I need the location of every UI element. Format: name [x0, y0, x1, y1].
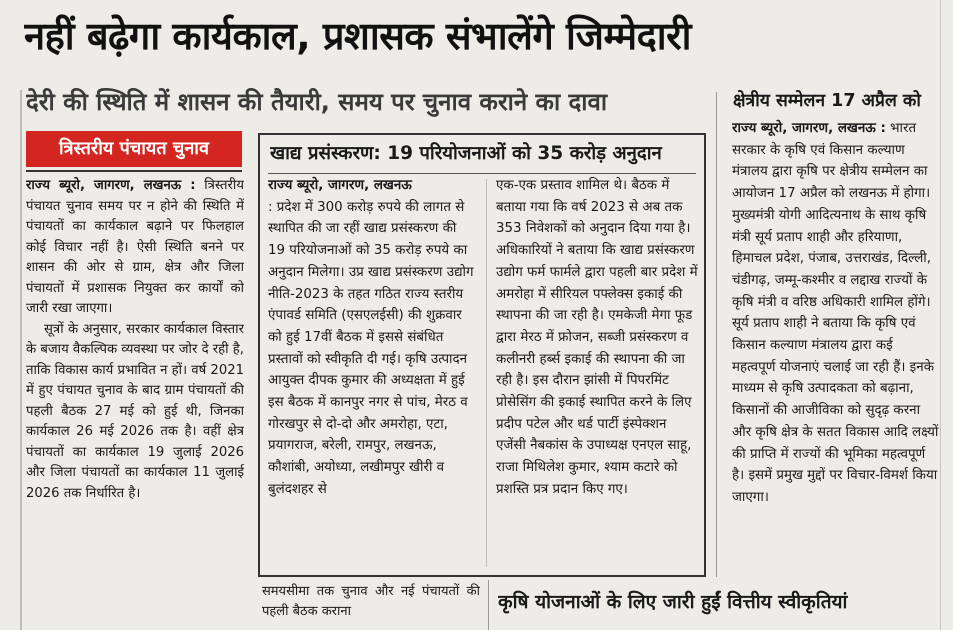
boxed-article-title: खाद्य प्रसंस्करण: 19 परियोजनाओं को 35 करोड़ अनुदान [270, 143, 662, 164]
right-article-byline: राज्य ब्यूरो, जागरण, लखनऊ : [732, 121, 886, 136]
boxed-article-column-1: राज्य ब्यूरो, जागरण, लखनऊ : प्रदेश में 300 करोड़ रुपये की लागत से स्थापित की जा रहीं खाद्य प्रसंस्करण की 19 परियोजनाओं को 35 करोड़ रुपये का अनुदान मिलेगा। उप्र खाद्य प्रसंस्करण उद्योग नीति-2023 के तहत गठित राज्य स्तरीय एंपावर्ड समिति (एसएलईसी) की शुक्रवार को हुई 17वीं बैठक में इससे संबंधित प्रस्तावों को स्वीकृति दी गई। कृषि उत्पादन आयुक्त दीपक कुमार की अध्यक्षता में हुई इस बैठक में कानपुर नगर से पांच, मेरठ व गोरखपुर से दो-दो और अमरोहा, एटा, प्रयागराज, बरेली, रामपुर, लखनऊ, कौशांबी, अयोध्या, लखीमपुर खीरी व बुलंदशहर से [268, 178, 474, 497]
left-article-byline: राज्य ब्यूरो, जागरण, लखनऊ : [26, 178, 196, 193]
boxed-article-divider [486, 179, 487, 567]
right-article-body: राज्य ब्यूरो, जागरण, लखनऊ : भारत सरकार के कृषि एवं किसान कल्याण मंत्रालय द्वारा कृषि पर क्षेत्रीय सम्मेलन का आयोजन 17 अप्रैल को लखनऊ में होगा। मुख्यमंत्री योगी आदित्यनाथ के साथ कृषि मंत्री सूर्य प्रताप शाही और हरियाणा, हिमाचल प्रदेश, पंजाब, उत्तराखंड, दिल्ली, चंडीगढ़, जम्मू-कश्मीर व लद्दाख राज्यों के कृषि मंत्री व वरिष्ठ अधिकारी शामिल होंगे। सूर्य प्रताप शाही ने बताया कि कृषि एवं किसान कल्याण मंत्रालय द्वारा कई महत्वपूर्ण योजनाएं चलाई जा रही हैं। इनके माध्यम से कृषि उत्पादकता को बढ़ाना, किसानों की आजीविका को सुदृढ़ करना और कृषि क्षेत्र के सतत विकास आदि लक्ष्यों की प्राप्ति में राज्यों की भूमिका महत्वपूर्ण है। इसमें प्रमुख मुद्दों पर विचार-विमर्श किया जाएगा। [732, 121, 939, 505]
boxed-article-byline: राज्य ब्यूरो, जागरण, लखनऊ [268, 178, 412, 193]
bottom-headline: कृषि योजनाओं के लिए जारी हुईं वित्तीय स्वीकृतियां [498, 591, 848, 613]
right-column-rule [716, 92, 717, 577]
boxed-article-rule [268, 173, 696, 174]
page-edge-line [940, 0, 941, 630]
section-label-rule [26, 170, 242, 172]
boxed-article-column-2: एक-एक प्रस्ताव शामिल थे। बैठक में बताया गया कि वर्ष 2023 से अब तक 353 निवेशकों को अनुदान दिया गया है। अधिकारियों ने बताया कि खाद्य प्रसंस्करण उद्योग फर्म फार्मले द्वारा पहली बार प्रदेश में अमरोहा में सीरियल पफ्लेक्स इकाई की स्थापना की जा रही है। एमकेजी मेगा फूड द्वारा मेरठ में फ्रोजन, सब्जी प्रसंस्करण व कलीनरी हर्ब्स इकाई की स्थापना की जा रही है। इस दौरान झांसी में पिपरमिंट प्रोसेसिंग की इकाई स्थापित करने के लिए प्रदीप पटेल और थर्ड पार्टी इंस्पेक्शन एजेंसी नैबकांस के उपाध्यक्ष एनएल साहू, राजा मिथिलेश कुमार, श्याम कटारे को प्रशस्ति प्रत्र प्रदान किए गए। [496, 178, 698, 497]
left-article-body [26, 176, 244, 626]
boxed-article [258, 133, 706, 577]
left-article-para1: राज्य ब्यूरो, जागरण, लखनऊ : त्रिस्तरीय पंचायत चुनाव समय पर न होने की स्थिति में पंचायतों का कार्यकाल बढ़ाने पर फिलहाल कोई विचार नहीं है। ऐसी स्थिति बनने पर शासन की ओर से ग्राम, क्षेत्र और जिला पंचायतों में प्रशासक नियुक्त कर कार्यों को जारी रखा जाएगा। [26, 178, 244, 316]
left-article-para2: सूत्रों के अनुसार, सरकार कार्यकाल विस्तार के बजाय वैकल्पिक व्यवस्था पर जोर दे रही है, ताकि विकास कार्य प्रभावित न हों। वर्ष 2021 में हुए पंचायत चुनाव के बाद ग्राम पंचायतों की पहली बैठक 27 मई को हुई थी, जिनका कार्यकाल 26 मई 2026 तक है। वहीं क्षेत्र पंचायतों का कार्यकाल 19 जुलाई 2026 और जिला पंचायतों का कार्यकाल 11 जुलाई 2026 तक निर्धारित है। [26, 321, 244, 501]
bottom-column-rule [488, 580, 489, 630]
left-article-continuation: समयसीमा तक चुनाव और नई पंचायतों की पहली बैठक कराना [262, 584, 480, 619]
left-column-border [0, 90, 22, 630]
main-headline: नहीं बढ़ेगा कार्यकाल, प्रशासक संभालेंगे जिम्मेदारी [24, 14, 691, 58]
right-article-headline: क्षेत्रीय सम्मेलन 17 अप्रैल को [733, 91, 921, 111]
sub-headline: देरी की स्थिति में शासन की तैयारी, समय पर चुनाव कराने का दावा [26, 88, 608, 116]
section-label: त्रिस्तरीय पंचायत चुनाव [26, 131, 242, 167]
